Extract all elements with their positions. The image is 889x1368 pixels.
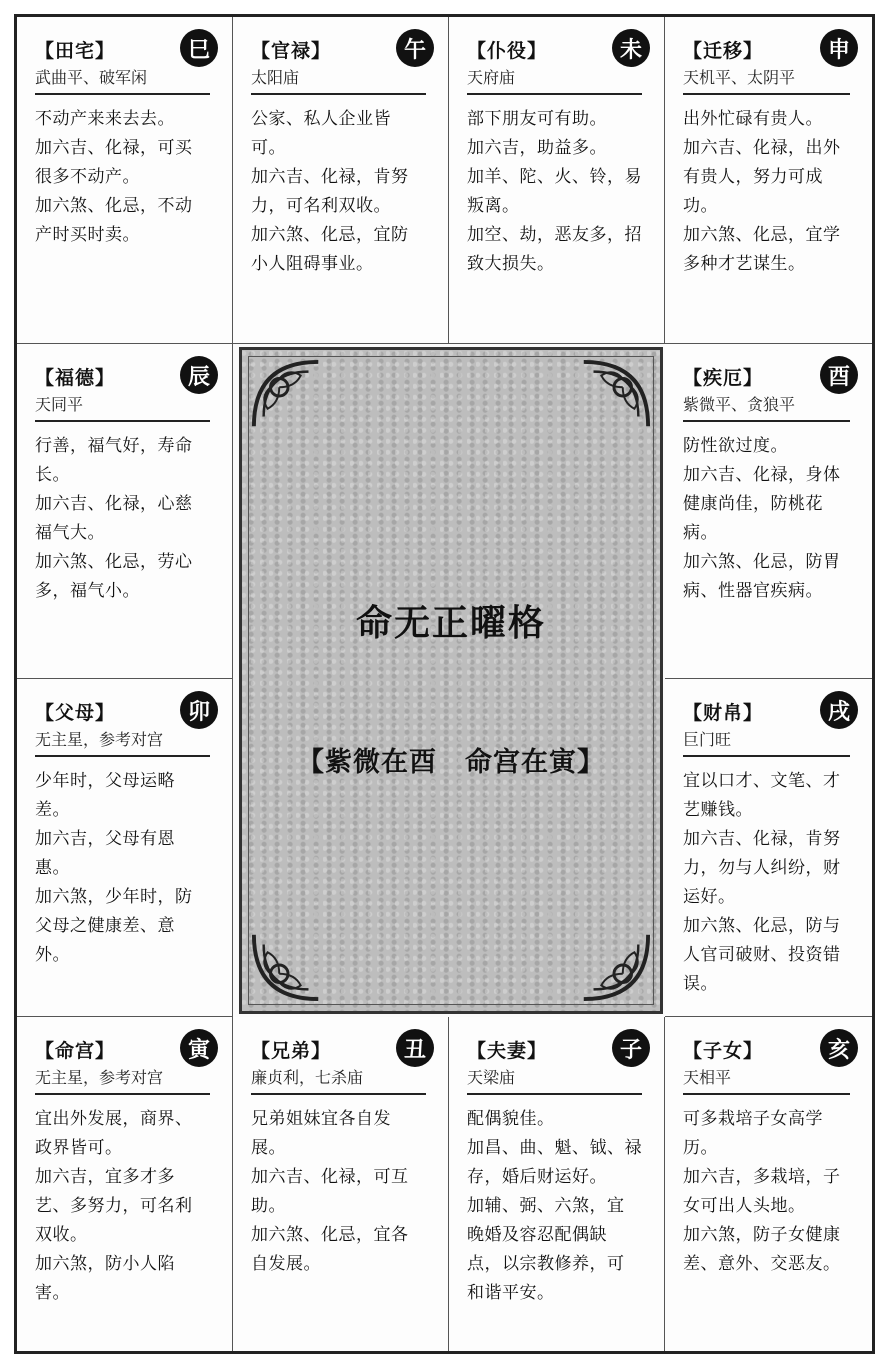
description-line: 点，以宗教修养，可	[467, 1254, 625, 1274]
earthly-branch-badge: 午	[396, 29, 434, 67]
description-line: 加六吉，多栽培，子	[683, 1167, 841, 1187]
description-line: 外。	[35, 945, 70, 965]
description-line: 艺赚钱。	[683, 800, 753, 820]
description-line: 加六煞、化忌，宜防	[251, 225, 409, 245]
description-line: 兄弟姐妹宜各自发	[251, 1109, 391, 1129]
description-line: 多，福气小。	[35, 581, 140, 601]
description-line: 病。	[683, 523, 718, 543]
description-line: 加辅、弼、六煞，宜	[467, 1196, 625, 1216]
palace-title: 【命宫】	[35, 1040, 116, 1062]
description-line: 公家、私人企业皆	[251, 109, 391, 129]
palace-description	[251, 1105, 432, 1279]
pattern-heading: 命无正曜格	[355, 602, 546, 644]
description-line: 加六吉，父母有恩	[35, 829, 175, 849]
description-line: 出外忙碌有贵人。	[683, 109, 823, 129]
palace-puyi	[449, 17, 665, 344]
description-line: 加六煞、化忌，劳心	[35, 552, 193, 572]
palace-description	[251, 105, 432, 279]
palace-caibo	[665, 679, 872, 1017]
chart-board	[14, 14, 875, 1354]
description-line: 致大损失。	[467, 254, 555, 274]
description-line: 加六吉、化禄，肯努	[251, 167, 409, 187]
description-line: 存，婚后财运好。	[467, 1167, 607, 1187]
palace-title: 【父母】	[35, 702, 116, 724]
description-line: 加六吉、化禄，身体	[683, 465, 841, 485]
description-line: 加六吉，宜多才多	[35, 1167, 175, 1187]
description-line: 福气大。	[35, 523, 105, 543]
palace-fumu	[17, 679, 233, 1017]
earthly-branch-badge: 巳	[180, 29, 218, 67]
palace-description	[683, 767, 856, 999]
palace-title: 【兄弟】	[251, 1040, 332, 1062]
center-panel	[239, 347, 663, 1014]
description-line: 加六煞、化忌，防与	[683, 916, 841, 936]
description-line: 行善，福气好，寿命	[35, 436, 193, 456]
description-line: 加六吉、化禄，肯努	[683, 829, 841, 849]
main-stars: 天机平、太阴平	[683, 65, 850, 95]
description-line: 女可出人头地。	[683, 1196, 806, 1216]
description-line: 病、性器官疾病。	[683, 581, 823, 601]
earthly-branch-badge: 丑	[396, 1029, 434, 1067]
palace-title: 【官禄】	[251, 40, 332, 62]
main-stars: 无主星，参考对宫	[35, 1065, 210, 1095]
description-line: 很多不动产。	[35, 167, 140, 187]
description-line: 部下朋友可有助。	[467, 109, 607, 129]
palace-qianyi	[665, 17, 872, 344]
palace-title: 【田宅】	[35, 40, 116, 62]
palace-jie	[665, 344, 872, 679]
palace-title: 【子女】	[683, 1040, 764, 1062]
palace-fude	[17, 344, 233, 679]
description-line: 晚婚及容忍配偶缺	[467, 1225, 607, 1245]
main-stars: 天同平	[35, 392, 210, 422]
palace-description	[35, 432, 216, 606]
palace-description	[467, 105, 648, 279]
main-stars: 武曲平、破军闲	[35, 65, 210, 95]
palace-xiongdi	[233, 1017, 449, 1351]
palace-description	[35, 767, 216, 970]
description-line: 助。	[251, 1196, 286, 1216]
description-line: 加六煞、化忌，宜学	[683, 225, 841, 245]
main-stars: 天梁庙	[467, 1065, 642, 1095]
description-line: 加羊、陀、火、铃，易	[467, 167, 642, 187]
palace-title: 【夫妻】	[467, 1040, 548, 1062]
earthly-branch-badge: 未	[612, 29, 650, 67]
main-stars: 廉贞利，七杀庙	[251, 1065, 426, 1095]
ornament-top-left-icon	[250, 358, 328, 436]
description-line: 害。	[35, 1283, 70, 1303]
main-stars: 紫微平、贪狼平	[683, 392, 850, 422]
description-line: 产时买时卖。	[35, 225, 140, 245]
description-line: 配偶貌佳。	[467, 1109, 555, 1129]
earthly-branch-badge: 寅	[180, 1029, 218, 1067]
description-line: 不动产来来去去。	[35, 109, 175, 129]
earthly-branch-badge: 申	[820, 29, 858, 67]
description-line: 加六煞、化忌，防胃	[683, 552, 841, 572]
description-line: 加六吉、化禄，可互	[251, 1167, 409, 1187]
description-line: 加六煞，防子女健康	[683, 1225, 841, 1245]
main-stars: 天府庙	[467, 65, 642, 95]
description-line: 展。	[251, 1138, 286, 1158]
description-line: 少年时，父母运略	[35, 771, 175, 791]
description-line: 可多栽培子女高学	[683, 1109, 823, 1129]
earthly-branch-badge: 卯	[180, 691, 218, 729]
description-line: 加六煞，少年时，防	[35, 887, 193, 907]
description-line: 宜以口才、文笔、才	[683, 771, 841, 791]
description-line: 加六煞、化忌，不动	[35, 196, 193, 216]
description-line: 加昌、曲、魁、钺、禄	[467, 1138, 642, 1158]
description-line: 差、意外、交恶友。	[683, 1254, 841, 1274]
description-line: 加六吉、化禄，出外	[683, 138, 841, 158]
main-stars: 天相平	[683, 1065, 850, 1095]
palace-minggong	[17, 1017, 233, 1351]
palace-description	[683, 1105, 856, 1279]
description-line: 加六煞，防小人陷	[35, 1254, 175, 1274]
description-line: 加六吉，助益多。	[467, 138, 607, 158]
description-line: 力，勿与人纠纷，财	[683, 858, 841, 878]
description-line: 自发展。	[251, 1254, 321, 1274]
description-line: 多种才艺谋生。	[683, 254, 806, 274]
palace-title: 【财帛】	[683, 702, 764, 724]
pattern-subheading: 【紫微在酉 命宫在寅】	[297, 747, 605, 778]
palace-fuqi	[449, 1017, 665, 1351]
main-stars: 巨门旺	[683, 727, 850, 757]
description-line: 宜出外发展，商界、	[35, 1109, 193, 1129]
description-line: 小人阻碍事业。	[251, 254, 374, 274]
description-line: 差。	[35, 800, 70, 820]
description-line: 和谐平安。	[467, 1283, 555, 1303]
description-line: 双收。	[35, 1225, 88, 1245]
description-line: 有贵人，努力可成	[683, 167, 823, 187]
description-line: 惠。	[35, 858, 70, 878]
palace-description	[683, 105, 856, 279]
ornament-bottom-left-icon	[250, 925, 328, 1003]
palace-tianzhai	[17, 17, 233, 344]
description-line: 健康尚佳，防桃花	[683, 494, 823, 514]
palace-title: 【迁移】	[683, 40, 764, 62]
earthly-branch-badge: 子	[612, 1029, 650, 1067]
description-line: 加六吉、化禄，心慈	[35, 494, 193, 514]
earthly-branch-badge: 辰	[180, 356, 218, 394]
palace-title: 【福德】	[35, 367, 116, 389]
ornament-top-right-icon	[574, 358, 652, 436]
palace-description	[35, 105, 216, 250]
palace-guanlu	[233, 17, 449, 344]
description-line: 人官司破财、投资错	[683, 945, 841, 965]
description-line: 运好。	[683, 887, 736, 907]
description-line: 功。	[683, 196, 718, 216]
description-line: 长。	[35, 465, 70, 485]
description-line: 叛离。	[467, 196, 520, 216]
palace-title: 【疾厄】	[683, 367, 764, 389]
palace-title: 【仆役】	[467, 40, 548, 62]
main-stars: 无主星，参考对宫	[35, 727, 210, 757]
center-inner-frame	[248, 356, 654, 1005]
palace-description	[683, 432, 856, 606]
earthly-branch-badge: 戌	[820, 691, 858, 729]
description-line: 力，可名利双收。	[251, 196, 391, 216]
description-line: 政界皆可。	[35, 1138, 123, 1158]
palace-zinv	[665, 1017, 872, 1351]
description-line: 加六煞、化忌，宜各	[251, 1225, 409, 1245]
description-line: 防性欲过度。	[683, 436, 788, 456]
description-line: 可。	[251, 138, 286, 158]
description-line: 艺、多努力，可名利	[35, 1196, 193, 1216]
description-line: 历。	[683, 1138, 718, 1158]
description-line: 父母之健康差、意	[35, 916, 175, 936]
palace-description	[467, 1105, 648, 1308]
palace-description	[35, 1105, 216, 1308]
earthly-branch-badge: 亥	[820, 1029, 858, 1067]
earthly-branch-badge: 酉	[820, 356, 858, 394]
description-line: 误。	[683, 974, 718, 994]
ornament-bottom-right-icon	[574, 925, 652, 1003]
description-line: 加空、劫，恶友多，招	[467, 225, 642, 245]
main-stars: 太阳庙	[251, 65, 426, 95]
description-line: 加六吉、化禄，可买	[35, 138, 193, 158]
